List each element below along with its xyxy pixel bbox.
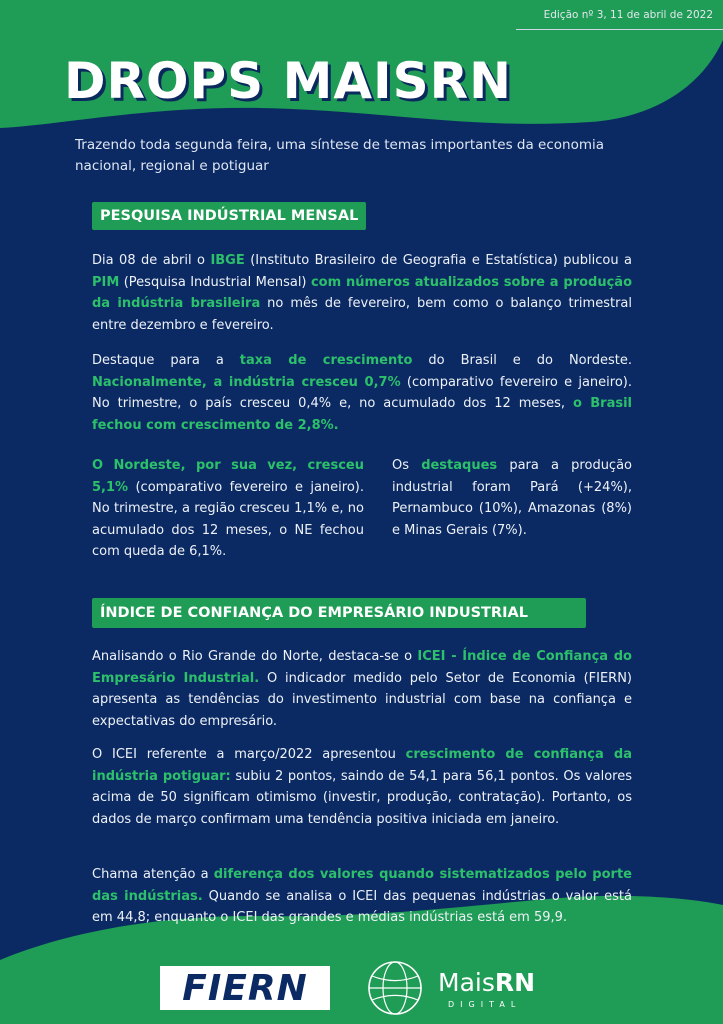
fiern-logo: FIERN	[160, 966, 330, 1010]
icei-paragraph-2: O ICEI referente a março/2022 apresentou crescimento de confiança da indústria potiguar: subiu 2 pontos, saindo de 54,1 para 56,1 pontos. Os valores acima de 50 significam otimismo (investir, produção, contratação). Portanto, os dados de março confirmam uma tendência positiva iniciada em janeiro.	[92, 747, 633, 827]
edition-label: Edição nº 3, 11 de abril de 2022	[543, 9, 713, 21]
maisrn-logo	[362, 958, 562, 1018]
maisrn-subtitle: DIGITAL	[448, 1000, 522, 1009]
section-header-icei: ÍNDICE DE CONFIANÇA DO EMPRESÁRIO INDUSTRIAL	[92, 598, 586, 628]
page-subtitle: Trazendo toda segunda feira, uma síntese de temas importantes da economia nacional, regional e potiguar	[75, 137, 604, 174]
pim-column-left: O Nordeste, por sua vez, cresceu 5,1% (comparativo fevereiro e janeiro). No trimestre, a região cresceu 1,1% e, no acumulado dos 12 meses, o NE fechou com queda de 6,1%.	[92, 458, 364, 559]
pim-paragraph-2: Destaque para a taxa de crescimento do Brasil e do Nordeste. Nacionalmente, a indústria cresceu 0,7% (comparativo fevereiro e janeiro). No trimestre, o país cresceu 0,4% e, no acumulado dos 12 meses, o Brasil fechou com crescimento de 2,8%.	[92, 353, 632, 433]
globe-icon	[362, 958, 428, 1018]
section-header-pim: PESQUISA INDÚSTRIAL MENSAL	[92, 202, 366, 230]
icei-paragraph-1: Analisando o Rio Grande do Norte, destaca-se o ICEI - Índice de Confiança do Empresário Industrial. O indicador medido pelo Setor de Economia (FIERN) apresenta as tendências do investimento industrial com base na confiança e expectativas do empresário.	[92, 649, 632, 729]
page-title: DROPS MAISRN	[64, 52, 512, 110]
pim-column-right: Os destaques para a produção industrial foram Pará (+24%), Pernambuco (10%), Amazonas (8%) e Minas Gerais (7%).	[392, 458, 633, 538]
icei-paragraph-3: Chama atenção a diferença dos valores quando sistematizados pelo porte das indústrias. Quando se analisa o ICEI das pequenas indústrias o valor está em 44,8; enquanto o ICEI das grandes e médias indústrias está em 59,9.	[92, 867, 632, 925]
edition-divider	[516, 29, 723, 30]
pim-paragraph-1: Dia 08 de abril o IBGE (Instituto Brasileiro de Geografia e Estatística) publicou a PIM (Pesquisa Industrial Mensal) com números atualizados sobre a produção da indústria brasileira no mês de fevereiro, bem como o balanço trimestral entre dezembro e fevereiro.	[92, 253, 633, 333]
maisrn-wordmark: MaisRN	[438, 968, 536, 997]
